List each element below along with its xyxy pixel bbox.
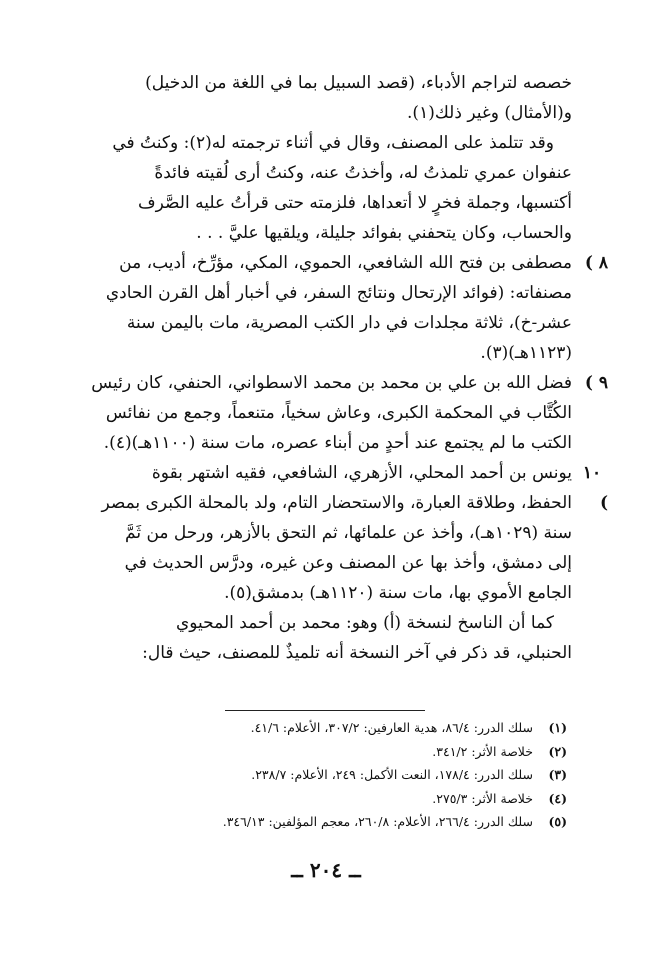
footnote-text: خلاصة الأثر: ٢٧٥/٣. bbox=[432, 790, 533, 806]
text-line: خصصه لتراجم الأدباء، (قصد السبيل بما في اللغة من الدخيل) bbox=[145, 73, 572, 93]
item-number: ٨ ) bbox=[584, 253, 608, 273]
footnote-text: سلك الدرر: ٨٦/٤، هدية العارفين: ٣٠٧/٢، الأعلام: ٤١/٦. bbox=[250, 720, 533, 735]
text-line: مصطفى بن فتح الله الشافعي، الحموي، المكي، مؤرِّخ، أديب، من bbox=[119, 253, 572, 273]
footnote-number: (٥) bbox=[548, 814, 567, 829]
text-line: الكُتَّاب في المحكمة الكبرى، وعاش سخياً، متنعماً، وجمع من نفائس bbox=[105, 403, 572, 423]
text-line: فضل الله بن علي بن محمد بن محمد الاسطواني، الحنفي، كان رئيس bbox=[91, 373, 572, 393]
biography-item bbox=[30, 368, 608, 458]
text-line: وقد تتلمذ على المصنف، وقال في أثناء ترجمته له(٢): وكنتُ في bbox=[112, 133, 554, 153]
biography-item bbox=[30, 458, 608, 608]
text-line: أكتسبها، وجملة فخرٍ لا أتعداها، فلزمته حتى قرأتُ عليه الصَّرف bbox=[138, 193, 572, 213]
footnote bbox=[100, 740, 567, 764]
text-line: الحنبلي، قد ذكر في آخر النسخة أنه تلميذٌ للمصنف، حيث قال: bbox=[142, 643, 572, 663]
text-line: و(الأمثال) وغير ذلك(١). bbox=[407, 103, 572, 123]
text-line: يونس بن أحمد المحلي، الأزهري، الشافعي، فقيه اشتهر بقوة bbox=[151, 463, 572, 483]
footnote-number: (١) bbox=[548, 720, 567, 735]
footnotes bbox=[100, 716, 567, 834]
text-line: والحساب، وكان يتحفني بفوائد جليلة، ويلقيها عليَّ . . . bbox=[196, 223, 572, 243]
text-line: الجامع الأموي بها، مات سنة (١١٢٠هـ) بدمشق(٥). bbox=[224, 583, 572, 603]
footnote-number: (٢) bbox=[548, 743, 567, 759]
page-number: ــ ٢٠٤ ــ bbox=[291, 858, 361, 882]
text-line: عشر-خ)، ثلاثة مجلدات في دار الكتب المصرية، مات باليمن سنة bbox=[126, 313, 572, 333]
footnote bbox=[100, 810, 567, 834]
footnote bbox=[100, 763, 567, 787]
footnote bbox=[100, 787, 567, 811]
text-line: مصنفاته: (فوائد الإرتحال ونتائج السفر، في أخبار أهل القرن الحادي bbox=[105, 283, 572, 303]
text-line: إلى دمشق، وأخذ بها عن المصنف وعن غيره، ودرَّس الحديث في bbox=[124, 553, 572, 573]
text-line: عنفوان عمري تلمذتُ له، وأخذتُ عنه، وكنتُ أرى لُقيته فائدةً bbox=[154, 163, 572, 183]
item-number: ١٠ ) bbox=[582, 463, 608, 513]
footnote-separator bbox=[225, 710, 425, 711]
item-number: ٩ ) bbox=[584, 373, 608, 393]
footnote-number: (٣) bbox=[548, 767, 567, 782]
footnote-text: سلك الدرر: ١٧٨/٤، النعت الأكمل: ٢٤٩، الأعلام: ٢٣٨/٧. bbox=[251, 767, 533, 782]
footnote-text: سلك الدرر: ٢٦٦/٤، الأعلام: ٢٦٠/٨، معجم المؤلفين: ٣٤٦/١٣. bbox=[222, 814, 533, 829]
footnote bbox=[100, 716, 567, 740]
biography-item bbox=[30, 248, 608, 368]
text-line: (١١٢٣هـ)(٣). bbox=[480, 343, 572, 363]
footnote-text: خلاصة الأثر: ٣٤١/٢. bbox=[432, 743, 533, 759]
text-line: الحفظ، وطلاقة العبارة، والاستحضار التام، ولد بالمحلة الكبرى بمصر bbox=[101, 493, 572, 513]
text-line: الكتب ما لم يجتمع عند أحدٍ من أبناء عصره، مات سنة (١١٠٠هـ)(٤). bbox=[103, 433, 572, 453]
footnote-number: (٤) bbox=[548, 790, 567, 806]
text-line: سنة (١٠٢٩هـ)، وأخذ عن علمائها، ثم التحق بالأزهر، ورحل من ثَمَّ bbox=[125, 523, 572, 543]
main-text bbox=[30, 68, 608, 668]
text-line: كما أن الناسخ لنسخة (أ) وهو: محمد بن أحمد المحيوي bbox=[175, 613, 554, 633]
